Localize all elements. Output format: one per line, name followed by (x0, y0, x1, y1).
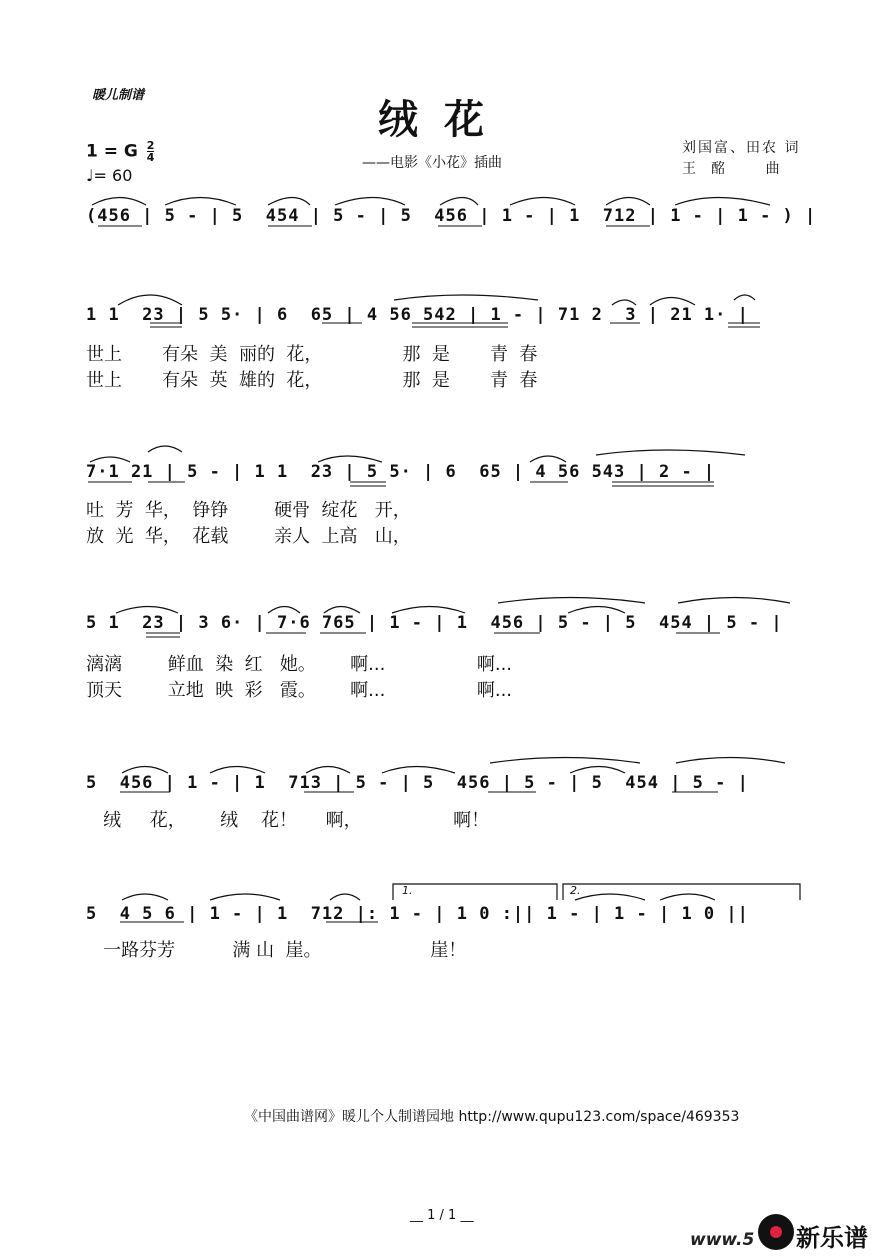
volta-first: 1. (402, 884, 413, 897)
footer-credit: 《中国曲谱网》暖儿个人制谱园地 http://www.qupu123.com/space/469353 (244, 1109, 740, 1125)
time-bottom: 4 (146, 151, 155, 164)
maker-label: 暖儿制谱 (92, 88, 145, 103)
notation-line-6: 5 4 5 6 | 1 - | 1 712 |: 1 - | 1 0 :|| 1 - | 1 - | 1 0 || (86, 904, 749, 924)
tempo-marking: ♩= 60 (86, 166, 133, 185)
notation-line-2: 1 1 23 | 5 5· | 6 65 | 4 56 542 | 1 - | 71 2 3 | 21 1· | (86, 305, 749, 325)
lyric-line-4b: 顶天 立地 映 彩 霞。 啊... 啊... (86, 680, 513, 701)
lyric-line-3a: 吐 芳 华， 铮铮 硬骨 绽花 开， (86, 500, 411, 521)
page-number-text: 1 / 1 (427, 1208, 457, 1223)
key-text: 1 = G (86, 141, 138, 162)
watermark-url: www.5 (690, 1230, 755, 1250)
volta-second: 2. (570, 884, 581, 897)
page-number: __ 1 / 1 __ (410, 1208, 474, 1223)
lyricist-credit: 刘国富、田农 词 (682, 140, 801, 156)
song-subtitle: ——电影《小花》插曲 (362, 155, 502, 171)
composer-credit: 王 酩 曲 (682, 161, 782, 177)
song-title: 绒花 (378, 96, 510, 143)
watermark-logo-icon (758, 1214, 794, 1250)
lyric-line-4a: 漓漓 鲜血 染 红 她。 啊... 啊... (86, 654, 513, 675)
lyric-line-5: 绒 花， 绒 花！ 啊， 啊！ (86, 810, 490, 831)
notation-line-5: 5 456 | 1 - | 1 713 | 5 - | 5 456 | 5 - | 5 454 | 5 - | (86, 773, 749, 793)
watermark-name: 新乐谱 (796, 1224, 868, 1252)
notation-line-4: 5 1 23 | 3 6· | 7·6 765 | 1 - | 1 456 | 5 - | 5 454 | 5 - | (86, 613, 783, 633)
lyric-line-2b: 世上 有朵 英 雄的 花， 那 是 青 春 (86, 370, 538, 391)
lyric-line-2a: 世上 有朵 美 丽的 花， 那 是 青 春 (86, 344, 538, 365)
lyric-line-6: 一路芬芳 满 山 崖。 崖！ (86, 940, 467, 961)
lyric-line-3b: 放 光 华， 花载 亲人 上高 山， (86, 526, 411, 547)
time-top: 2 (146, 139, 155, 152)
notation-line-1: (456 | 5 - | 5 454 | 5 - | 5 456 | 1 - | 1 712 | 1 - | 1 - ) | (86, 206, 817, 226)
notation-line-3: 7·1 21 | 5 - | 1 1 23 | 5 5· | 6 65 | 4 56 543 | 2 - | (86, 462, 716, 482)
